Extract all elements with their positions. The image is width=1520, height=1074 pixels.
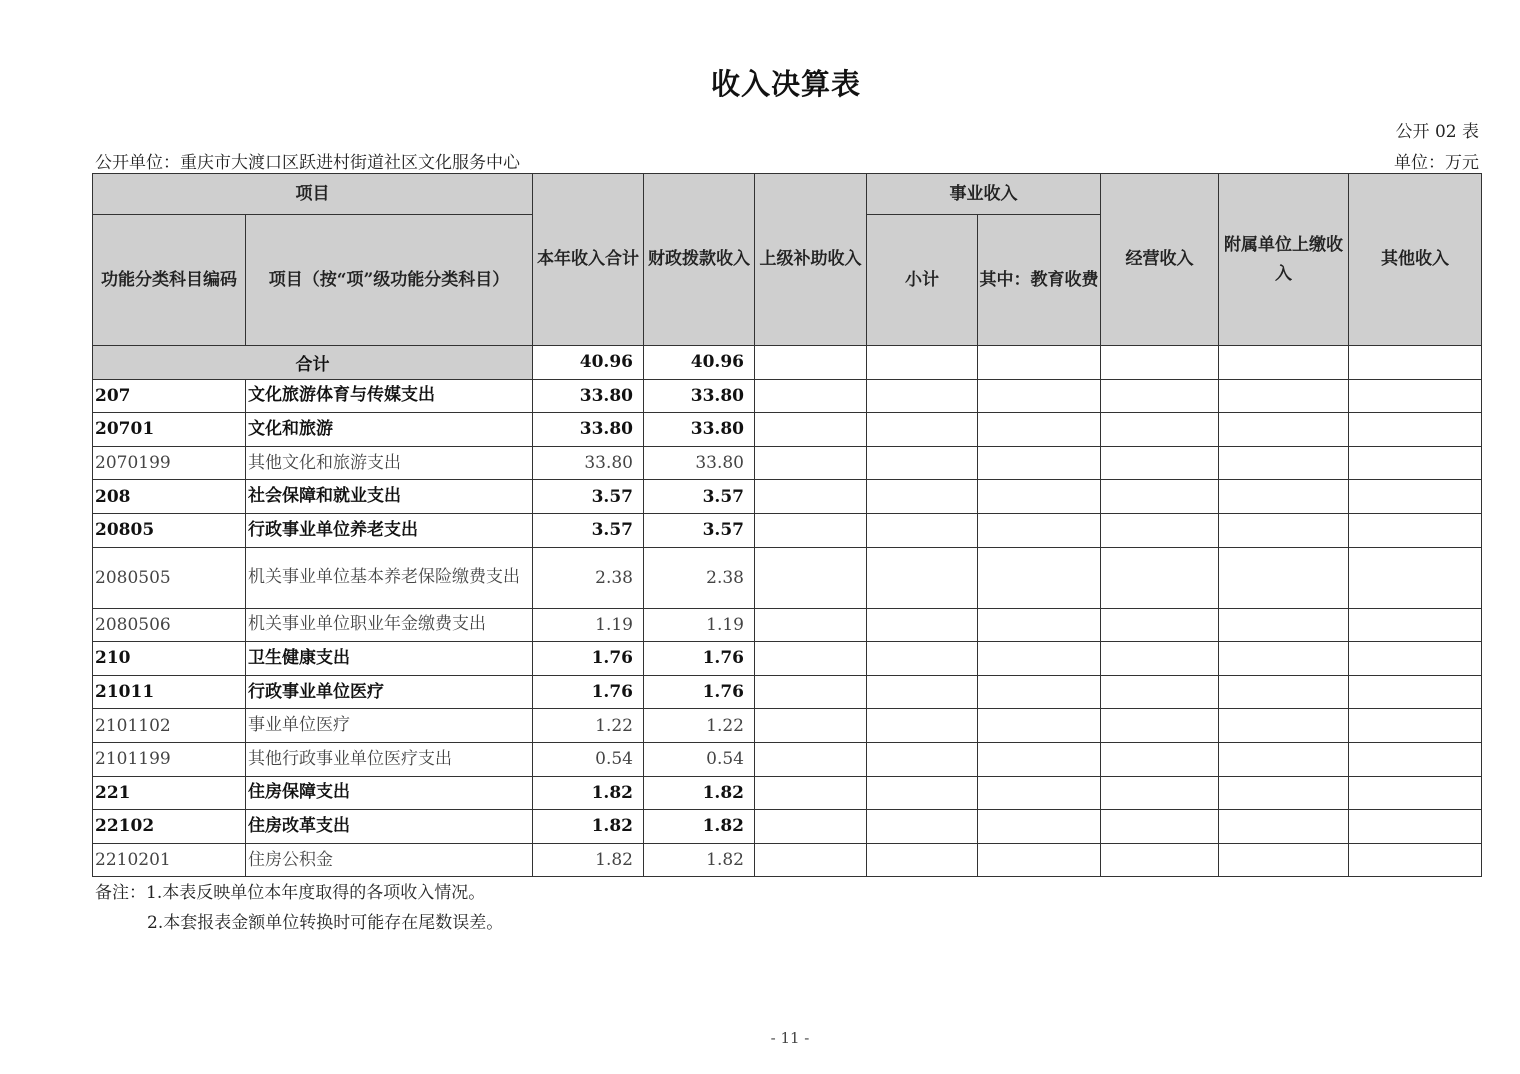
empty-cell [867,513,978,547]
row-code: 2080506 [93,608,246,642]
row-total-income: 3.57 [533,480,644,514]
row-total-income: 1.76 [533,675,644,709]
row-item: 行政事业单位医疗 [246,675,533,709]
empty-cell [1349,346,1482,380]
empty-cell [1101,843,1219,877]
row-fiscal: 1.82 [644,776,755,810]
empty-cell [978,547,1101,608]
empty-cell [1219,608,1349,642]
empty-cell [1101,480,1219,514]
form-number: 公开 02 表 [1395,122,1479,142]
table-row [93,709,1482,743]
empty-cell [1101,346,1219,380]
empty-cell [1219,480,1349,514]
empty-cell [1349,776,1482,810]
empty-cell [867,413,978,447]
header-education-fee: 其中：教育收费 [978,215,1101,346]
row-total-income: 1.82 [533,810,644,844]
empty-cell [867,843,978,877]
table-row [93,843,1482,877]
row-item: 事业单位医疗 [246,709,533,743]
total-income-value: 40.96 [533,346,644,380]
empty-cell [1219,379,1349,413]
empty-cell [755,810,867,844]
empty-cell [755,413,867,447]
row-code: 208 [93,480,246,514]
header-code: 功能分类科目编码 [93,215,246,346]
empty-cell [1219,776,1349,810]
empty-cell [1219,446,1349,480]
row-code: 2101199 [93,742,246,776]
empty-cell [867,776,978,810]
row-total-income: 1.82 [533,776,644,810]
row-code: 221 [93,776,246,810]
row-fiscal: 1.82 [644,810,755,844]
total-row [93,346,1482,380]
table-row [93,480,1482,514]
empty-cell [1219,742,1349,776]
row-item: 文化旅游体育与传媒支出 [246,379,533,413]
empty-cell [978,379,1101,413]
empty-cell [867,608,978,642]
header-subtotal: 小计 [867,215,978,346]
empty-cell [755,776,867,810]
row-code: 22102 [93,810,246,844]
table-row [93,608,1482,642]
total-label: 合计 [93,346,533,380]
table-row [93,742,1482,776]
row-total-income: 3.57 [533,513,644,547]
row-code: 20805 [93,513,246,547]
empty-cell [755,379,867,413]
empty-cell [1219,675,1349,709]
empty-cell [1349,642,1482,676]
empty-cell [1101,513,1219,547]
empty-cell [978,446,1101,480]
row-fiscal: 2.38 [644,547,755,608]
empty-cell [1349,547,1482,608]
row-item: 其他文化和旅游支出 [246,446,533,480]
row-code: 2101102 [93,709,246,743]
empty-cell [867,346,978,380]
table-row [93,776,1482,810]
empty-cell [867,547,978,608]
empty-cell [1101,642,1219,676]
empty-cell [978,608,1101,642]
empty-cell [867,480,978,514]
empty-cell [1101,709,1219,743]
row-fiscal: 1.19 [644,608,755,642]
empty-cell [978,843,1101,877]
table-row [93,547,1482,608]
row-code: 2210201 [93,843,246,877]
empty-cell [978,742,1101,776]
empty-cell [1219,513,1349,547]
row-fiscal: 33.80 [644,413,755,447]
empty-cell [1101,776,1219,810]
row-item: 社会保障和就业支出 [246,480,533,514]
empty-cell [1349,810,1482,844]
table-row [93,810,1482,844]
row-total-income: 0.54 [533,742,644,776]
empty-cell [755,843,867,877]
empty-cell [1101,675,1219,709]
empty-cell [755,742,867,776]
empty-cell [867,675,978,709]
row-item: 文化和旅游 [246,413,533,447]
row-fiscal: 33.80 [644,446,755,480]
note-1: 备注：1.本表反映单位本年度取得的各项收入情况。 [95,883,486,903]
empty-cell [755,346,867,380]
header-total-income: 本年收入合计 [533,174,644,346]
empty-cell [1219,547,1349,608]
row-item: 卫生健康支出 [246,642,533,676]
row-item: 住房保障支出 [246,776,533,810]
empty-cell [1219,810,1349,844]
empty-cell [867,810,978,844]
empty-cell [755,608,867,642]
empty-cell [978,810,1101,844]
empty-cell [755,547,867,608]
empty-cell [755,642,867,676]
header-business-income: 事业收入 [867,174,1101,215]
empty-cell [1349,513,1482,547]
empty-cell [1101,446,1219,480]
amount-unit: 单位：万元 [1394,153,1479,173]
empty-cell [1219,642,1349,676]
row-fiscal: 1.82 [644,843,755,877]
page-title: 收入决算表 [710,67,861,101]
empty-cell [1219,709,1349,743]
header-fiscal: 财政拨款收入 [644,174,755,346]
income-table [92,173,1482,877]
reporting-unit: 公开单位：重庆市大渡口区跃进村街道社区文化服务中心 [95,153,520,173]
empty-cell [867,379,978,413]
empty-cell [867,709,978,743]
header-item: 项目（按“项”级功能分类科目） [246,215,533,346]
row-total-income: 1.82 [533,843,644,877]
row-fiscal: 1.76 [644,642,755,676]
empty-cell [755,446,867,480]
table-row [93,642,1482,676]
page-number: - 11 - [770,1029,810,1047]
row-item: 住房改革支出 [246,810,533,844]
empty-cell [1101,379,1219,413]
empty-cell [1101,742,1219,776]
row-code: 2070199 [93,446,246,480]
empty-cell [978,776,1101,810]
empty-cell [1349,742,1482,776]
empty-cell [1101,413,1219,447]
header-project: 项目 [93,174,533,215]
empty-cell [1101,547,1219,608]
row-total-income: 33.80 [533,413,644,447]
row-code: 207 [93,379,246,413]
row-total-income: 1.76 [533,642,644,676]
row-total-income: 33.80 [533,379,644,413]
table-row [93,446,1482,480]
note-2: 2.本套报表金额单位转换时可能存在尾数误差。 [147,913,504,933]
empty-cell [1101,810,1219,844]
row-fiscal: 1.22 [644,709,755,743]
empty-cell [1349,608,1482,642]
header-affiliated: 附属单位上缴收入 [1219,174,1349,346]
empty-cell [978,675,1101,709]
total-fiscal-value: 40.96 [644,346,755,380]
empty-cell [1349,446,1482,480]
row-fiscal: 1.76 [644,675,755,709]
empty-cell [1349,480,1482,514]
empty-cell [755,709,867,743]
row-item: 住房公积金 [246,843,533,877]
row-fiscal: 0.54 [644,742,755,776]
empty-cell [978,709,1101,743]
row-total-income: 33.80 [533,446,644,480]
empty-cell [1349,675,1482,709]
empty-cell [867,642,978,676]
row-code: 210 [93,642,246,676]
empty-cell [978,480,1101,514]
row-item: 机关事业单位基本养老保险缴费支出 [246,547,533,608]
row-code: 20701 [93,413,246,447]
empty-cell [1349,843,1482,877]
header-operating: 经营收入 [1101,174,1219,346]
notes [95,878,503,938]
table-row [93,513,1482,547]
empty-cell [1349,413,1482,447]
table-row [93,413,1482,447]
row-code: 2080505 [93,547,246,608]
row-item: 其他行政事业单位医疗支出 [246,742,533,776]
empty-cell [978,642,1101,676]
empty-cell [755,513,867,547]
empty-cell [755,675,867,709]
table-row [93,379,1482,413]
row-code: 21011 [93,675,246,709]
empty-cell [867,742,978,776]
empty-cell [978,346,1101,380]
empty-cell [1219,346,1349,380]
empty-cell [1219,843,1349,877]
empty-cell [978,513,1101,547]
header-other: 其他收入 [1349,174,1482,346]
empty-cell [1349,379,1482,413]
empty-cell [867,446,978,480]
row-total-income: 1.22 [533,709,644,743]
empty-cell [1349,709,1482,743]
header-superior: 上级补助收入 [755,174,867,346]
row-fiscal: 3.57 [644,513,755,547]
table-row [93,675,1482,709]
empty-cell [1101,608,1219,642]
row-total-income: 1.19 [533,608,644,642]
empty-cell [1219,413,1349,447]
row-item: 机关事业单位职业年金缴费支出 [246,608,533,642]
row-total-income: 2.38 [533,547,644,608]
empty-cell [755,480,867,514]
row-item: 行政事业单位养老支出 [246,513,533,547]
row-fiscal: 33.80 [644,379,755,413]
row-fiscal: 3.57 [644,480,755,514]
empty-cell [978,413,1101,447]
